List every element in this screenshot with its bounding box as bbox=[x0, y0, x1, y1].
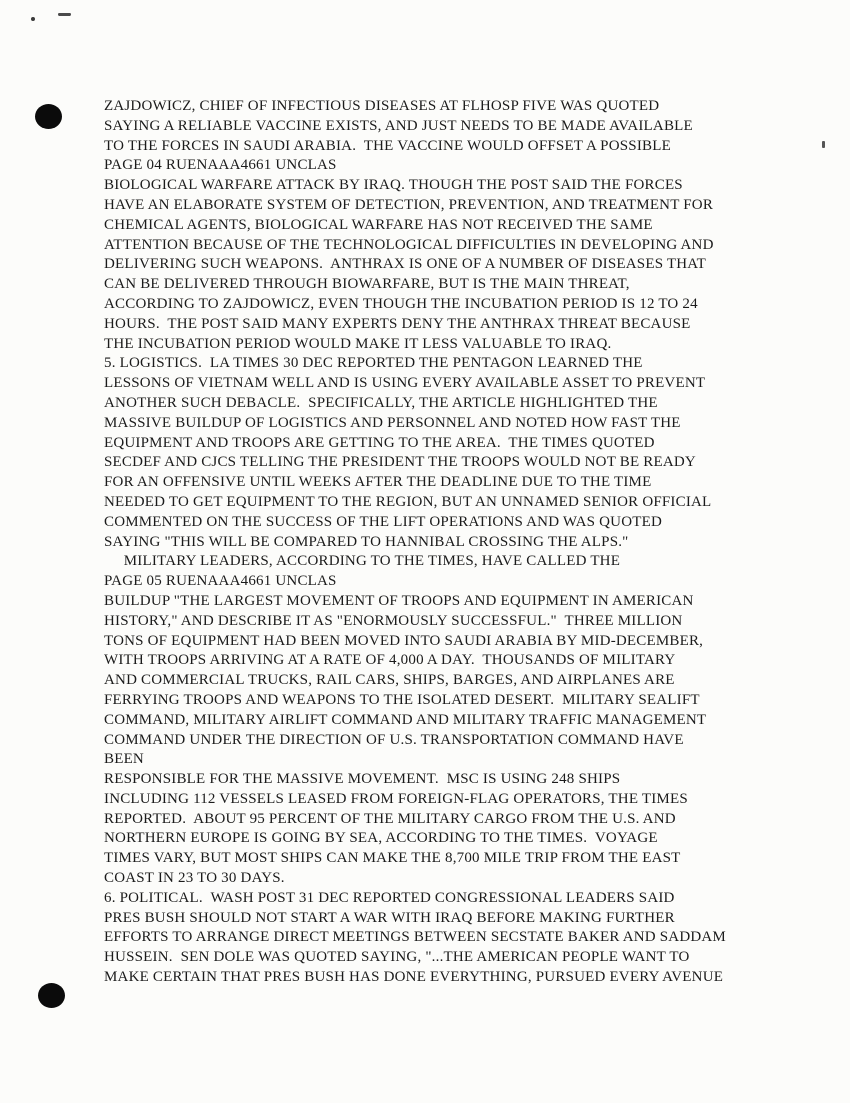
text-line: TONS OF EQUIPMENT HAD BEEN MOVED INTO SAUDI ARABIA BY MID-DECEMBER, bbox=[104, 632, 704, 649]
text-line: TO THE FORCES IN SAUDI ARABIA. THE VACCINE WOULD OFFSET A POSSIBLE bbox=[104, 137, 671, 154]
text-line: MILITARY LEADERS, ACCORDING TO THE TIMES, HAVE CALLED THE bbox=[104, 553, 621, 570]
text-line: EQUIPMENT AND TROOPS ARE GETTING TO THE AREA. THE TIMES QUOTED bbox=[104, 434, 655, 451]
text-line: HUSSEIN. SEN DOLE WAS QUOTED SAYING, "...THE AMERICAN PEOPLE WANT TO bbox=[104, 949, 690, 966]
text-line: COAST IN 23 TO 30 DAYS. bbox=[104, 870, 285, 887]
text-line: HOURS. THE POST SAID MANY EXPERTS DENY THE ANTHRAX THREAT BECAUSE bbox=[104, 315, 691, 332]
text-line: SAYING A RELIABLE VACCINE EXISTS, AND JUST NEEDS TO BE MADE AVAILABLE bbox=[104, 117, 693, 134]
text-line: REPORTED. ABOUT 95 PERCENT OF THE MILITARY CARGO FROM THE U.S. AND bbox=[104, 810, 676, 827]
text-line: PAGE 04 RUENAAA4661 UNCLAS bbox=[104, 157, 337, 174]
text-line: MAKE CERTAIN THAT PRES BUSH HAS DONE EVERYTHING, PURSUED EVERY AVENUE bbox=[104, 969, 724, 986]
hole-punch-top-icon bbox=[35, 104, 62, 129]
text-line: THE INCUBATION PERIOD WOULD MAKE IT LESS VALUABLE TO IRAQ. bbox=[104, 335, 612, 352]
text-line: RESPONSIBLE FOR THE MASSIVE MOVEMENT. MSC IS USING 248 SHIPS bbox=[104, 771, 621, 788]
text-line: 5. LOGISTICS. LA TIMES 30 DEC REPORTED THE PENTAGON LEARNED THE bbox=[104, 355, 643, 372]
text-line: CAN BE DELIVERED THROUGH BIOWARFARE, BUT IS THE MAIN THREAT, bbox=[104, 276, 630, 293]
text-line: PAGE 05 RUENAAA4661 UNCLAS bbox=[104, 573, 337, 590]
text-line: LESSONS OF VIETNAM WELL AND IS USING EVERY AVAILABLE ASSET TO PREVENT bbox=[104, 375, 706, 392]
text-line: ACCORDING TO ZAJDOWICZ, EVEN THOUGH THE INCUBATION PERIOD IS 12 TO 24 bbox=[104, 295, 698, 312]
text-line: COMMAND UNDER THE DIRECTION OF U.S. TRANSPORTATION COMMAND HAVE bbox=[104, 731, 684, 748]
document-text bbox=[104, 97, 814, 988]
text-line: ANOTHER SUCH DEBACLE. SPECIFICALLY, THE ARTICLE HIGHLIGHTED THE bbox=[104, 394, 658, 411]
text-line: CHEMICAL AGENTS, BIOLOGICAL WARFARE HAS NOT RECEIVED THE SAME bbox=[104, 216, 653, 233]
text-line: ZAJDOWICZ, CHIEF OF INFECTIOUS DISEASES AT FLHOSP FIVE WAS QUOTED bbox=[104, 98, 660, 114]
text-line: PRES BUSH SHOULD NOT START A WAR WITH IRAQ BEFORE MAKING FURTHER bbox=[104, 909, 675, 926]
text-line: HAVE AN ELABORATE SYSTEM OF DETECTION, PREVENTION, AND TREATMENT FOR bbox=[104, 196, 714, 213]
text-line: FOR AN OFFENSIVE UNTIL WEEKS AFTER THE DEADLINE DUE TO THE TIME bbox=[104, 474, 652, 491]
text-line: AND COMMERCIAL TRUCKS, RAIL CARS, SHIPS, BARGES, AND AIRPLANES ARE bbox=[104, 672, 675, 689]
text-line: INCLUDING 112 VESSELS LEASED FROM FOREIGN-FLAG OPERATORS, THE TIMES bbox=[104, 790, 688, 807]
text-line: BUILDUP "THE LARGEST MOVEMENT OF TROOPS AND EQUIPMENT IN AMERICAN bbox=[104, 592, 694, 609]
text-line: COMMENTED ON THE SUCCESS OF THE LIFT OPERATIONS AND WAS QUOTED bbox=[104, 513, 663, 530]
text-line: NEEDED TO GET EQUIPMENT TO THE REGION, BUT AN UNNAMED SENIOR OFFICIAL bbox=[104, 493, 712, 510]
text-line: COMMAND, MILITARY AIRLIFT COMMAND AND MILITARY TRAFFIC MANAGEMENT bbox=[104, 711, 707, 728]
text-line: MASSIVE BUILDUP OF LOGISTICS AND PERSONNEL AND NOTED HOW FAST THE bbox=[104, 414, 681, 431]
text-line: 6. POLITICAL. WASH POST 31 DEC REPORTED CONGRESSIONAL LEADERS SAID bbox=[104, 889, 675, 906]
text-line: SAYING "THIS WILL BE COMPARED TO HANNIBAL CROSSING THE ALPS." bbox=[104, 533, 629, 550]
text-line: FERRYING TROOPS AND WEAPONS TO THE ISOLATED DESERT. MILITARY SEALIFT bbox=[104, 691, 700, 708]
hole-punch-bottom-icon bbox=[38, 983, 65, 1008]
text-line: BIOLOGICAL WARFARE ATTACK BY IRAQ. THOUGH THE POST SAID THE FORCES bbox=[104, 177, 683, 194]
scan-artifact-dash bbox=[58, 13, 71, 16]
text-line: HISTORY," AND DESCRIBE IT AS "ENORMOUSLY SUCCESSFUL." THREE MILLION bbox=[104, 612, 683, 629]
text-line: BEEN bbox=[104, 751, 144, 768]
text-line: DELIVERING SUCH WEAPONS. ANTHRAX IS ONE OF A NUMBER OF DISEASES THAT bbox=[104, 256, 707, 273]
scan-artifact-mark bbox=[822, 141, 825, 148]
text-line: SECDEF AND CJCS TELLING THE PRESIDENT THE TROOPS WOULD NOT BE READY bbox=[104, 454, 696, 471]
text-line: NORTHERN EUROPE IS GOING BY SEA, ACCORDING TO THE TIMES. VOYAGE bbox=[104, 830, 658, 847]
scan-artifact-dot bbox=[31, 17, 35, 21]
text-line: WITH TROOPS ARRIVING AT A RATE OF 4,000 A DAY. THOUSANDS OF MILITARY bbox=[104, 652, 676, 669]
text-line: EFFORTS TO ARRANGE DIRECT MEETINGS BETWEEN SECSTATE BAKER AND SADDAM bbox=[104, 929, 726, 946]
text-line: TIMES VARY, BUT MOST SHIPS CAN MAKE THE 8,700 MILE TRIP FROM THE EAST bbox=[104, 850, 681, 867]
text-line: ATTENTION BECAUSE OF THE TECHNOLOGICAL DIFFICULTIES IN DEVELOPING AND bbox=[104, 236, 714, 253]
